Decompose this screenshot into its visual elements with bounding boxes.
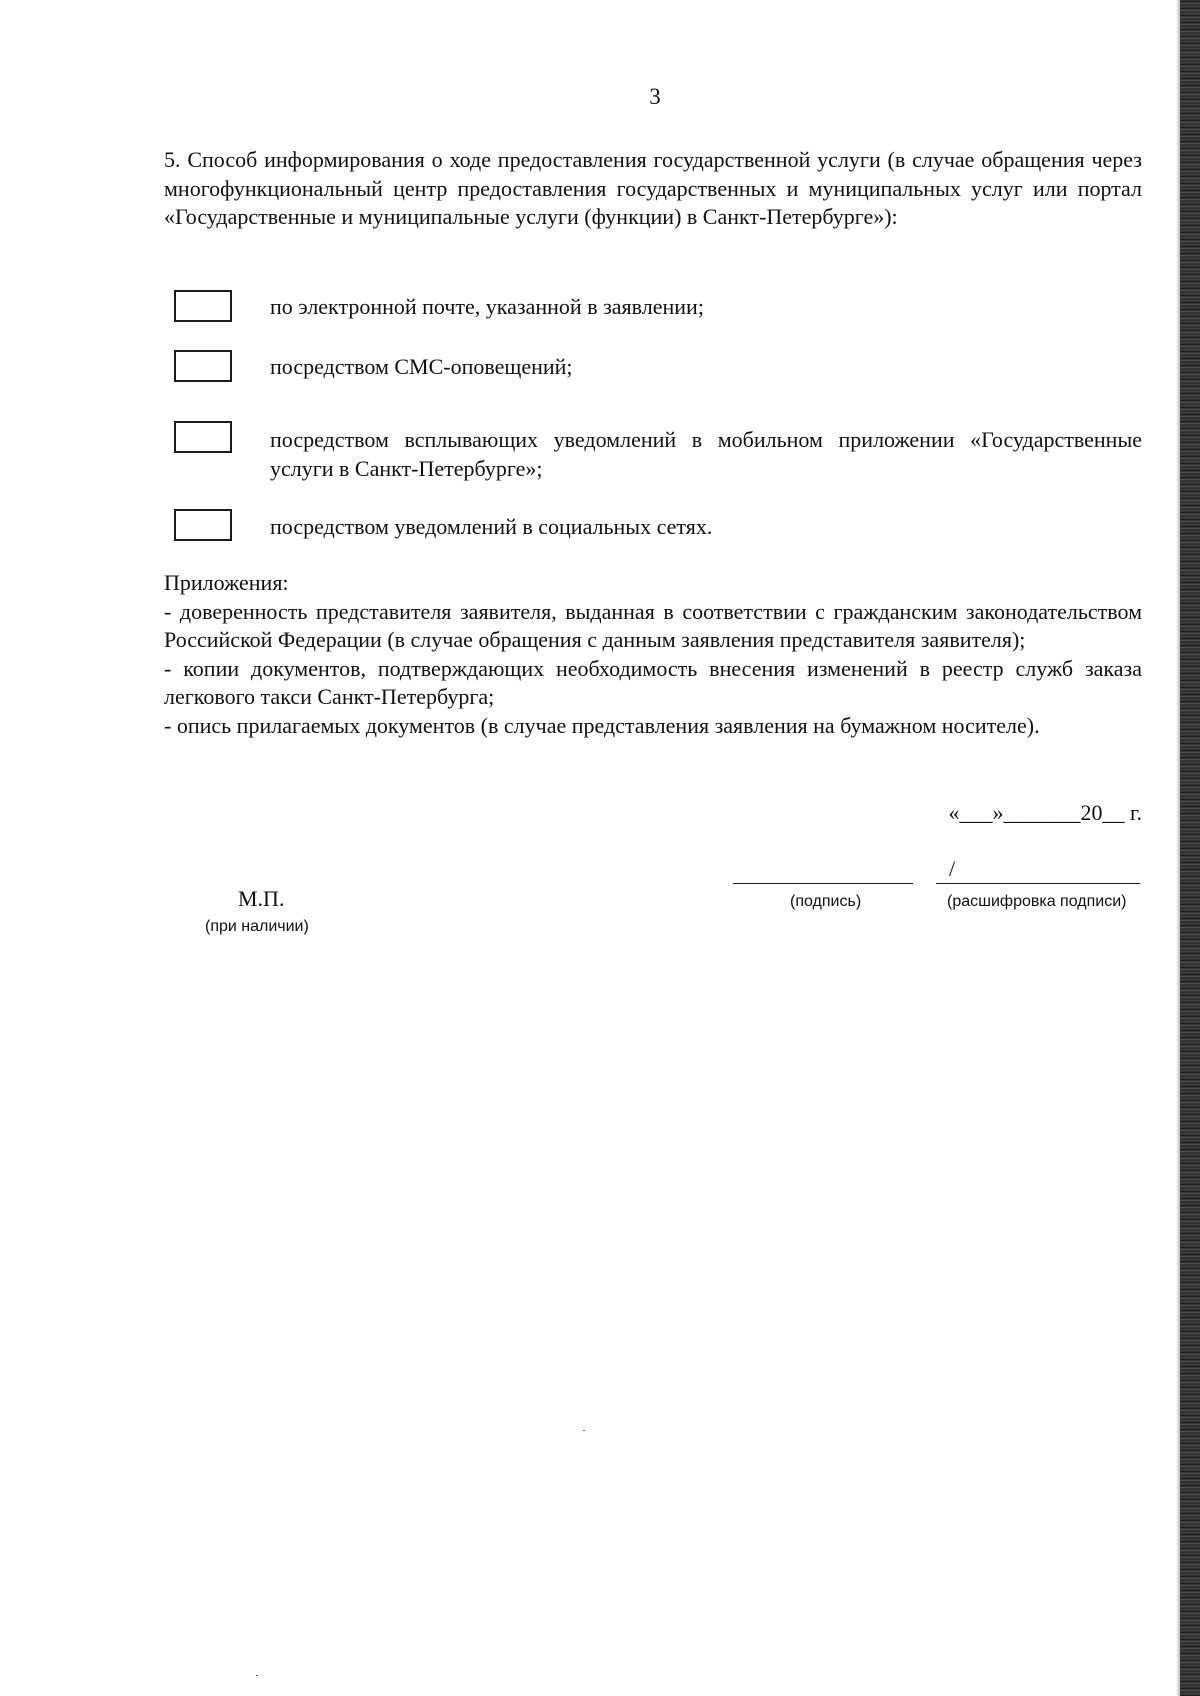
scan-speck <box>256 1675 258 1676</box>
attachment-item: - доверенность представителя заявителя, выданная в соответствии с гражданским законодательством Российской Федерации (в случае обращения с данным заявления представителя заявителя); <box>164 598 1142 652</box>
option-email-label: по электронной почте, указанной в заявлении; <box>270 294 704 319</box>
option-social-checkbox[interactable] <box>174 509 232 541</box>
option-push-checkbox[interactable] <box>174 421 232 453</box>
page-number: 3 <box>649 84 661 109</box>
option-email-checkbox[interactable] <box>174 290 232 322</box>
stamp-label: М.П. <box>238 886 285 911</box>
option-social-label: посредством уведомлений в социальных сетях. <box>270 514 713 539</box>
signature-decode-line[interactable] <box>936 883 1140 884</box>
option-sms-label: посредством СМС-оповещений; <box>270 354 573 379</box>
scan-edge-strip <box>1180 0 1200 1696</box>
stamp-note: (при наличии) <box>205 918 309 935</box>
attachment-item: - опись прилагаемых документов (в случае представления заявления на бумажном носителе). <box>164 712 1040 738</box>
scan-speck <box>583 1430 585 1431</box>
signature-caption: (подпись) <box>790 893 862 910</box>
section-5-intro: 5. Способ информирования о ходе предоставления государственной услуги (в случае обращения через многофункциональный центр предоставления государственных и муниципальных услуг или портал «Государственные и муниципальные услуги (функции) в Санкт-Петербурге»): <box>164 147 1142 229</box>
attachments-heading: Приложения: <box>164 570 289 595</box>
option-sms-checkbox[interactable] <box>174 350 232 382</box>
signature-decode-caption: (расшифровка подписи) <box>947 893 1127 910</box>
attachment-item: - копии документов, подтверждающих необходимость внесения изменений в реестр служб заказа легкового такси Санкт-Петербурга; <box>164 655 1142 709</box>
date-line: «___»_______20__ г. <box>948 800 1142 825</box>
signature-line[interactable] <box>733 883 913 884</box>
signature-separator: / <box>949 856 956 881</box>
attachments-section <box>164 569 1142 740</box>
option-push-label: посредством всплывающих уведомлений в мобильном приложении «Государственные услуги в Санкт-Петербурге»; <box>270 427 1142 481</box>
